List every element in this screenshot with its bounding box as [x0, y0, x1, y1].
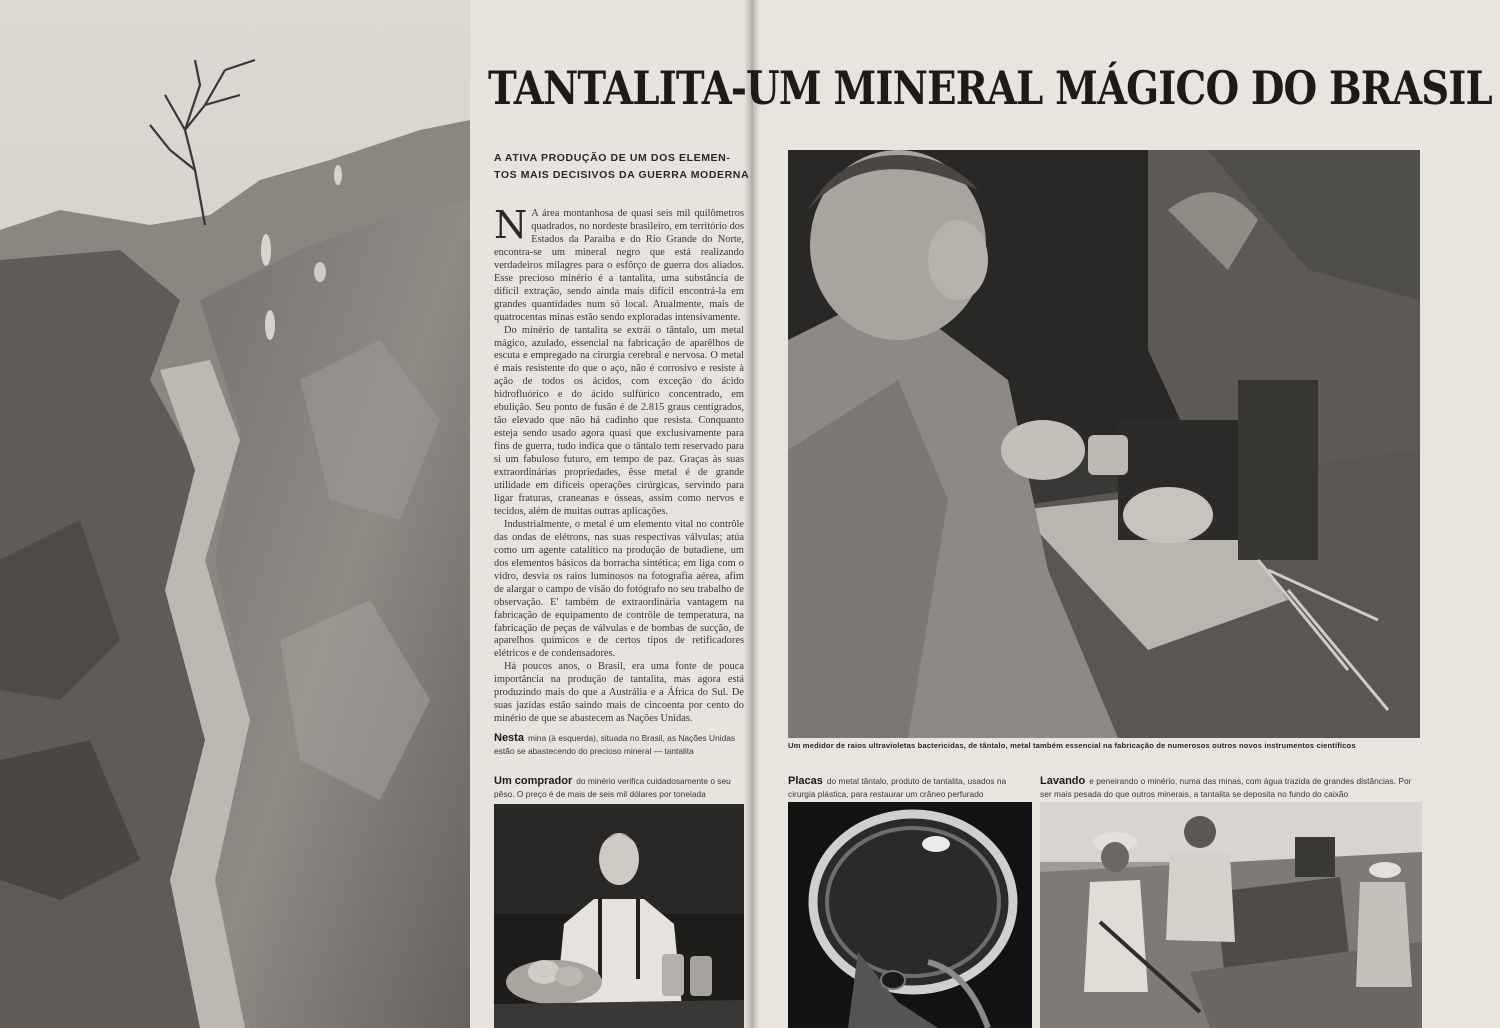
plates-caption [788, 775, 1028, 801]
washing-caption [1040, 775, 1425, 801]
mine-caption-text: mina (à esquerda), situada no Brasil, as Nações Unidas estão se abastecendo do precioso mineral — tantalita [494, 733, 736, 756]
body-paragraph-1-text: A área montanhosa de quasi seis mil quilômetros quadrados, no nordeste brasileiro, em território dos Estados da Paraiba e do Rio Grande do Norte, encontra-se um mineral negro que está realizando verdadeiros milagres para o esfôrço de guerra dos aliados. Esse precioso minério é a tantalita, uma substância de difícil extração, sendo ainda mais difícil encontrá-la em grandes quantidades num só local. Atualmente, mais de quatrocentas minas estão sendo exploradas intensivamente. [494, 208, 744, 323]
xray-photo [788, 802, 1032, 1028]
buyer-caption [494, 775, 744, 801]
plates-caption-text: do metal tântalo, produto de tantalita, usados na cirurgia plástica, para restaurar um crâneo perfurado [788, 776, 1007, 799]
article-title: TANTALITA-UM MINERAL MÁGICO DO BRASIL [488, 61, 1492, 115]
technician-photo [788, 150, 1420, 738]
drop-cap: N [494, 203, 528, 247]
buyer-caption-lead: Um comprador [494, 775, 573, 787]
subhead-line-1: A ATIVA PRODUÇÃO DE UM DOS ELEMEN- [494, 152, 731, 164]
washing-caption-text: e peneirando o minério, numa das minas, com água trazida de grandes distâncias. Por ser mais pesada do que outros minerais, a tantalita se deposita no fundo do caixão [1040, 776, 1412, 799]
subhead-line-2: TOS MAIS DECISIVOS DA GUERRA MODERNA [494, 169, 750, 181]
body-paragraph-1 [494, 203, 744, 325]
article-body [494, 203, 744, 726]
body-paragraph-3: Industrialmente, o metal é um elemento vital no contrôle das ondas de elétrons, nas suas respectivas válvulas; atúa como um agente catalítico na produção de butadiene, um dos elementos básicos da borracha sintética; em liga com o vidro, desvia os raios luminosos na fotografia aérea, afim de alargar o campo de visão do fotógrafo no seu trabalho de observação. E' também de extraordinária vantagem na fabricação de equipamento de contrôle de temperatura, na fabricação de peças de válvulas e de bombas de sucção, de aparelhos químicos e de certos tipos de retificadores elétricos e de condensadores. [494, 518, 744, 660]
buyer-photo [494, 804, 744, 1028]
article-subhead [494, 150, 754, 184]
plates-caption-lead: Placas [788, 775, 823, 787]
body-paragraph-4: Há poucos anos, o Brasil, era uma fonte de pouca importância na produção de tantalita, mas agora está produzindo mais do que a Austrália e a África do Sul. De suas jazidas estão saindo mais de cincoenta por cento do minério de que se abastecem as Nações Unidas. [494, 661, 744, 725]
washing-caption-lead: Lavando [1040, 775, 1086, 787]
technician-caption: Um medidor de raios ultravioletas bactericidas, de tântalo, metal também essencial na fabricação de numerosos outros novos instrumentos científicos [788, 741, 1356, 750]
mine-caption-lead: Nesta [494, 732, 524, 744]
washing-photo [1040, 802, 1422, 1028]
body-paragraph-2: Do minério de tantalita se extrái o tântalo, um metal mágico, azulado, essencial na fabricação de aparêlhos de escuta e empregado na cirurgia cerebral e nervosa. O metal é mais resistente do que o aço, não é corrosivo e resiste à ação de todos os ácidos, com exceção do ácido hidrofluórico e do ácido sulfúrico concentrado, em ebulição. Seu ponto de fusão é de 2.815 graus centígrados, tão elevado que não há cadinho que resista. Conquanto esteja sendo usado agora quasi que exclusivamente para fins de guerra, tudo indica que o tântalo tem reservado para si um fabuloso futuro, em tempo de paz. Graças às suas extraordinárias propriedades, êsse metal é de grande utilidade em difíceis operações cirúrgicas, servindo para ligar fraturas, craneanas e ósseas, assim como nervos e tecidos, além de muitas outras aplicações. [494, 324, 744, 517]
buyer-caption-text: do minério verifica cuidadosamente o seu pêso. O preço é de mais de seis mil dólares por tonelada [494, 776, 731, 799]
mine-photo [0, 0, 470, 1028]
mine-caption [494, 732, 744, 758]
